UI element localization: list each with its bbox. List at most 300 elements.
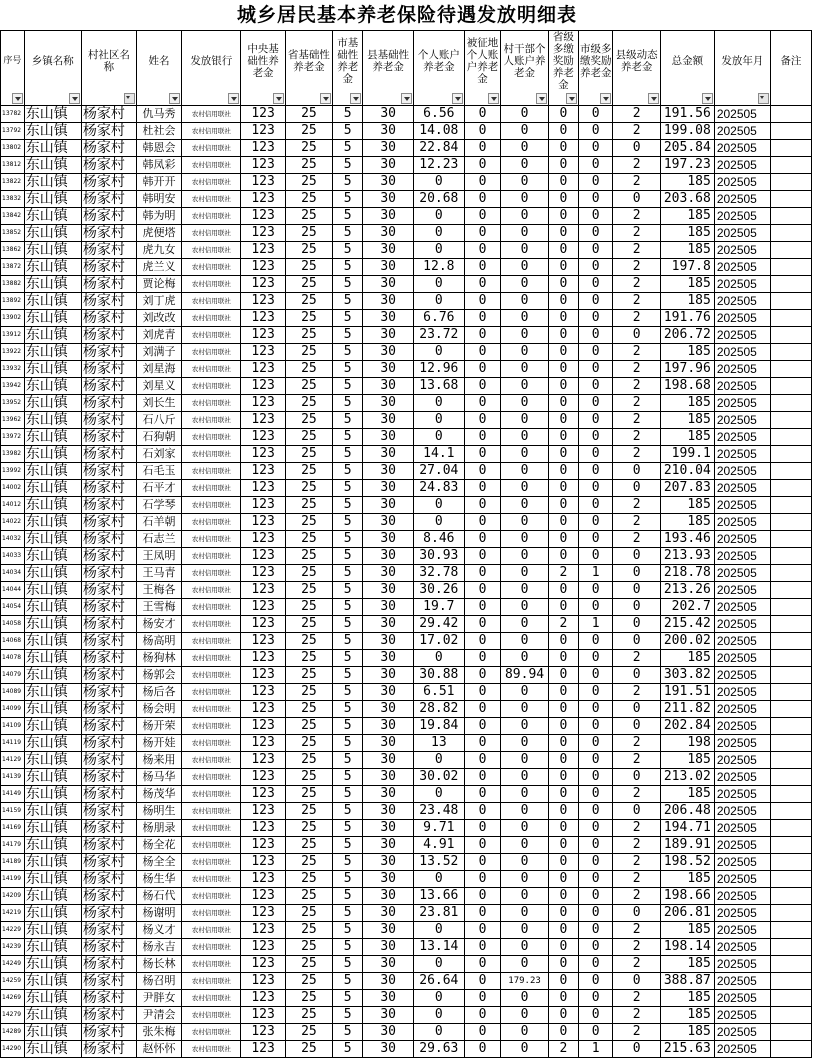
county-dynamic-cell[interactable]: 0 (613, 667, 660, 684)
pay-month-cell[interactable]: 202505 (714, 140, 770, 157)
city-pension-cell[interactable]: 5 (333, 514, 363, 531)
pay-month-cell[interactable]: 202505 (714, 123, 770, 140)
row-id-cell[interactable]: 14279 (1, 1007, 25, 1024)
provincial-pension-cell[interactable]: 25 (285, 1024, 332, 1041)
filter-dropdown-icon[interactable] (488, 93, 499, 104)
note-cell[interactable] (770, 769, 811, 786)
town-cell[interactable]: 东山镇 (24, 820, 81, 837)
total-amount-cell[interactable]: 206.81 (660, 905, 714, 922)
land-acquisition-cell[interactable]: 0 (464, 616, 501, 633)
name-cell[interactable]: 刘长生 (136, 395, 181, 412)
name-cell[interactable]: 杨永吉 (136, 939, 181, 956)
bank-cell[interactable]: 农村信用联社 (182, 463, 241, 480)
land-acquisition-cell[interactable]: 0 (464, 650, 501, 667)
village-cell[interactable]: 杨家村 (81, 667, 136, 684)
land-acquisition-cell[interactable]: 0 (464, 667, 501, 684)
pay-month-cell[interactable]: 202505 (714, 276, 770, 293)
personal-account-cell[interactable]: 6.56 (413, 106, 464, 123)
town-cell[interactable]: 东山镇 (24, 871, 81, 888)
personal-account-cell[interactable]: 30.88 (413, 667, 464, 684)
row-id-cell[interactable]: 14229 (1, 922, 25, 939)
village-cadre-cell[interactable]: 0 (501, 191, 548, 208)
personal-account-cell[interactable]: 9.71 (413, 820, 464, 837)
village-cadre-cell[interactable]: 0 (501, 820, 548, 837)
city-pension-cell[interactable]: 5 (333, 293, 363, 310)
city-pension-cell[interactable]: 5 (333, 1007, 363, 1024)
row-id-cell[interactable]: 13922 (1, 344, 25, 361)
name-cell[interactable]: 杨郭会 (136, 667, 181, 684)
pay-month-cell[interactable]: 202505 (714, 191, 770, 208)
total-amount-cell[interactable]: 185 (660, 1007, 714, 1024)
total-amount-cell[interactable]: 185 (660, 752, 714, 769)
village-cadre-cell[interactable]: 0 (501, 378, 548, 395)
central-pension-cell[interactable]: 123 (241, 191, 285, 208)
row-id-cell[interactable]: 14179 (1, 837, 25, 854)
row-id-cell[interactable]: 14199 (1, 871, 25, 888)
bank-cell[interactable]: 农村信用联社 (182, 531, 241, 548)
note-cell[interactable] (770, 429, 811, 446)
personal-account-cell[interactable]: 30.93 (413, 548, 464, 565)
note-cell[interactable] (770, 599, 811, 616)
bank-cell[interactable]: 农村信用联社 (182, 786, 241, 803)
bank-cell[interactable]: 农村信用联社 (182, 650, 241, 667)
county-dynamic-cell[interactable]: 2 (613, 174, 660, 191)
land-acquisition-cell[interactable]: 0 (464, 293, 501, 310)
provincial-pension-cell[interactable]: 25 (285, 684, 332, 701)
pay-month-cell[interactable]: 202505 (714, 871, 770, 888)
village-cell[interactable]: 杨家村 (81, 939, 136, 956)
bank-cell[interactable]: 农村信用联社 (182, 514, 241, 531)
pay-month-cell[interactable]: 202505 (714, 990, 770, 1007)
county-dynamic-cell[interactable]: 2 (613, 412, 660, 429)
name-cell[interactable]: 杨来用 (136, 752, 181, 769)
provincial-bonus-cell[interactable]: 0 (548, 344, 578, 361)
central-pension-cell[interactable]: 123 (241, 599, 285, 616)
provincial-pension-cell[interactable]: 25 (285, 1041, 332, 1058)
county-pension-cell[interactable]: 30 (363, 463, 414, 480)
row-id-cell[interactable]: 14209 (1, 888, 25, 905)
city-pension-cell[interactable]: 5 (333, 157, 363, 174)
land-acquisition-cell[interactable]: 0 (464, 718, 501, 735)
provincial-pension-cell[interactable]: 25 (285, 463, 332, 480)
provincial-bonus-cell[interactable]: 0 (548, 174, 578, 191)
bank-cell[interactable]: 农村信用联社 (182, 191, 241, 208)
city-bonus-cell[interactable]: 0 (578, 820, 613, 837)
name-cell[interactable]: 刘星海 (136, 361, 181, 378)
town-cell[interactable]: 东山镇 (24, 990, 81, 1007)
county-pension-cell[interactable]: 30 (363, 905, 414, 922)
town-cell[interactable]: 东山镇 (24, 752, 81, 769)
village-cell[interactable]: 杨家村 (81, 208, 136, 225)
county-pension-cell[interactable]: 30 (363, 718, 414, 735)
provincial-pension-cell[interactable]: 25 (285, 973, 332, 990)
provincial-pension-cell[interactable]: 25 (285, 718, 332, 735)
total-amount-cell[interactable]: 191.76 (660, 310, 714, 327)
county-dynamic-cell[interactable]: 0 (613, 803, 660, 820)
note-cell[interactable] (770, 259, 811, 276)
town-cell[interactable]: 东山镇 (24, 174, 81, 191)
city-bonus-cell[interactable]: 0 (578, 650, 613, 667)
pay-month-cell[interactable]: 202505 (714, 327, 770, 344)
personal-account-cell[interactable]: 0 (413, 922, 464, 939)
city-bonus-cell[interactable]: 0 (578, 905, 613, 922)
total-amount-cell[interactable]: 185 (660, 429, 714, 446)
land-acquisition-cell[interactable]: 0 (464, 701, 501, 718)
name-cell[interactable]: 杨马华 (136, 769, 181, 786)
central-pension-cell[interactable]: 123 (241, 378, 285, 395)
personal-account-cell[interactable]: 0 (413, 293, 464, 310)
county-dynamic-cell[interactable]: 2 (613, 854, 660, 871)
village-cadre-cell[interactable]: 0 (501, 752, 548, 769)
provincial-bonus-cell[interactable]: 0 (548, 514, 578, 531)
provincial-bonus-cell[interactable]: 0 (548, 973, 578, 990)
village-cell[interactable]: 杨家村 (81, 344, 136, 361)
central-pension-cell[interactable]: 123 (241, 344, 285, 361)
personal-account-cell[interactable]: 0 (413, 429, 464, 446)
provincial-bonus-cell[interactable]: 0 (548, 905, 578, 922)
town-cell[interactable]: 东山镇 (24, 667, 81, 684)
filter-active-icon[interactable] (124, 93, 135, 104)
village-cadre-cell[interactable]: 0 (501, 633, 548, 650)
provincial-pension-cell[interactable]: 25 (285, 310, 332, 327)
bank-cell[interactable]: 农村信用联社 (182, 752, 241, 769)
note-cell[interactable] (770, 1007, 811, 1024)
village-cell[interactable]: 杨家村 (81, 582, 136, 599)
county-pension-cell[interactable]: 30 (363, 990, 414, 1007)
provincial-bonus-cell[interactable]: 0 (548, 871, 578, 888)
county-pension-cell[interactable]: 30 (363, 871, 414, 888)
village-cadre-cell[interactable]: 179.23 (501, 973, 548, 990)
village-cadre-cell[interactable]: 0 (501, 208, 548, 225)
city-bonus-cell[interactable]: 0 (578, 123, 613, 140)
note-cell[interactable] (770, 412, 811, 429)
note-cell[interactable] (770, 395, 811, 412)
note-cell[interactable] (770, 327, 811, 344)
city-bonus-cell[interactable]: 0 (578, 548, 613, 565)
village-cell[interactable]: 杨家村 (81, 718, 136, 735)
central-pension-cell[interactable]: 123 (241, 412, 285, 429)
personal-account-cell[interactable]: 22.84 (413, 140, 464, 157)
town-cell[interactable]: 东山镇 (24, 565, 81, 582)
land-acquisition-cell[interactable]: 0 (464, 174, 501, 191)
pay-month-cell[interactable]: 202505 (714, 565, 770, 582)
row-id-cell[interactable]: 13872 (1, 259, 25, 276)
city-bonus-cell[interactable]: 0 (578, 293, 613, 310)
city-bonus-cell[interactable]: 0 (578, 990, 613, 1007)
land-acquisition-cell[interactable]: 0 (464, 990, 501, 1007)
bank-cell[interactable]: 农村信用联社 (182, 1007, 241, 1024)
note-cell[interactable] (770, 497, 811, 514)
county-pension-cell[interactable]: 30 (363, 123, 414, 140)
central-pension-cell[interactable]: 123 (241, 616, 285, 633)
bank-cell[interactable]: 农村信用联社 (182, 973, 241, 990)
county-pension-cell[interactable]: 30 (363, 531, 414, 548)
town-cell[interactable]: 东山镇 (24, 1041, 81, 1058)
name-cell[interactable]: 王梅各 (136, 582, 181, 599)
provincial-pension-cell[interactable]: 25 (285, 497, 332, 514)
provincial-bonus-cell[interactable]: 0 (548, 429, 578, 446)
village-cell[interactable]: 杨家村 (81, 514, 136, 531)
provincial-pension-cell[interactable]: 25 (285, 157, 332, 174)
provincial-pension-cell[interactable]: 25 (285, 905, 332, 922)
provincial-bonus-cell[interactable]: 0 (548, 106, 578, 123)
personal-account-cell[interactable]: 0 (413, 956, 464, 973)
pay-month-cell[interactable]: 202505 (714, 1007, 770, 1024)
row-id-cell[interactable]: 14068 (1, 633, 25, 650)
town-cell[interactable]: 东山镇 (24, 412, 81, 429)
city-pension-cell[interactable]: 5 (333, 531, 363, 548)
county-pension-cell[interactable]: 30 (363, 293, 414, 310)
total-amount-cell[interactable]: 213.93 (660, 548, 714, 565)
land-acquisition-cell[interactable]: 0 (464, 599, 501, 616)
personal-account-cell[interactable]: 30.26 (413, 582, 464, 599)
total-amount-cell[interactable]: 185 (660, 871, 714, 888)
provincial-bonus-cell[interactable]: 0 (548, 752, 578, 769)
name-cell[interactable]: 刘满子 (136, 344, 181, 361)
note-cell[interactable] (770, 650, 811, 667)
village-cadre-cell[interactable]: 0 (501, 446, 548, 463)
provincial-pension-cell[interactable]: 25 (285, 786, 332, 803)
land-acquisition-cell[interactable]: 0 (464, 854, 501, 871)
note-cell[interactable] (770, 922, 811, 939)
provincial-bonus-cell[interactable]: 0 (548, 531, 578, 548)
total-amount-cell[interactable]: 198 (660, 735, 714, 752)
total-amount-cell[interactable]: 211.82 (660, 701, 714, 718)
city-pension-cell[interactable]: 5 (333, 140, 363, 157)
pay-month-cell[interactable]: 202505 (714, 106, 770, 123)
note-cell[interactable] (770, 157, 811, 174)
row-id-cell[interactable]: 14189 (1, 854, 25, 871)
pay-month-cell[interactable]: 202505 (714, 939, 770, 956)
name-cell[interactable]: 杨会明 (136, 701, 181, 718)
city-pension-cell[interactable]: 5 (333, 718, 363, 735)
pay-month-cell[interactable]: 202505 (714, 803, 770, 820)
county-pension-cell[interactable]: 30 (363, 1007, 414, 1024)
city-bonus-cell[interactable]: 0 (578, 242, 613, 259)
town-cell[interactable]: 东山镇 (24, 786, 81, 803)
town-cell[interactable]: 东山镇 (24, 973, 81, 990)
total-amount-cell[interactable]: 197.96 (660, 361, 714, 378)
village-cadre-cell[interactable]: 0 (501, 888, 548, 905)
total-amount-cell[interactable]: 185 (660, 395, 714, 412)
village-cadre-cell[interactable]: 0 (501, 769, 548, 786)
personal-account-cell[interactable]: 24.83 (413, 480, 464, 497)
bank-cell[interactable]: 农村信用联社 (182, 684, 241, 701)
land-acquisition-cell[interactable]: 0 (464, 888, 501, 905)
city-bonus-cell[interactable]: 0 (578, 480, 613, 497)
name-cell[interactable]: 刘星义 (136, 378, 181, 395)
village-cadre-cell[interactable]: 0 (501, 684, 548, 701)
provincial-bonus-cell[interactable]: 0 (548, 242, 578, 259)
county-dynamic-cell[interactable]: 0 (613, 905, 660, 922)
land-acquisition-cell[interactable]: 0 (464, 769, 501, 786)
village-cadre-cell[interactable]: 0 (501, 650, 548, 667)
row-id-cell[interactable]: 14239 (1, 939, 25, 956)
pay-month-cell[interactable]: 202505 (714, 854, 770, 871)
county-pension-cell[interactable]: 30 (363, 888, 414, 905)
town-cell[interactable]: 东山镇 (24, 310, 81, 327)
city-bonus-cell[interactable]: 0 (578, 412, 613, 429)
land-acquisition-cell[interactable]: 0 (464, 412, 501, 429)
provincial-bonus-cell[interactable]: 0 (548, 769, 578, 786)
central-pension-cell[interactable]: 123 (241, 548, 285, 565)
total-amount-cell[interactable]: 189.91 (660, 837, 714, 854)
land-acquisition-cell[interactable]: 0 (464, 344, 501, 361)
central-pension-cell[interactable]: 123 (241, 531, 285, 548)
village-cadre-cell[interactable]: 0 (501, 259, 548, 276)
row-id-cell[interactable]: 14044 (1, 582, 25, 599)
city-pension-cell[interactable]: 5 (333, 854, 363, 871)
provincial-pension-cell[interactable]: 25 (285, 616, 332, 633)
row-id-cell[interactable]: 14089 (1, 684, 25, 701)
name-cell[interactable]: 韩开开 (136, 174, 181, 191)
village-cadre-cell[interactable]: 0 (501, 293, 548, 310)
personal-account-cell[interactable]: 0 (413, 1024, 464, 1041)
county-dynamic-cell[interactable]: 2 (613, 922, 660, 939)
central-pension-cell[interactable]: 123 (241, 565, 285, 582)
provincial-bonus-cell[interactable]: 0 (548, 837, 578, 854)
county-dynamic-cell[interactable]: 0 (613, 140, 660, 157)
personal-account-cell[interactable]: 0 (413, 514, 464, 531)
note-cell[interactable] (770, 667, 811, 684)
county-pension-cell[interactable]: 30 (363, 344, 414, 361)
bank-cell[interactable]: 农村信用联社 (182, 276, 241, 293)
county-pension-cell[interactable]: 30 (363, 854, 414, 871)
city-pension-cell[interactable]: 5 (333, 616, 363, 633)
village-cell[interactable]: 杨家村 (81, 888, 136, 905)
city-pension-cell[interactable]: 5 (333, 582, 363, 599)
village-cadre-cell[interactable]: 0 (501, 616, 548, 633)
total-amount-cell[interactable]: 185 (660, 990, 714, 1007)
town-cell[interactable]: 东山镇 (24, 803, 81, 820)
personal-account-cell[interactable]: 12.23 (413, 157, 464, 174)
row-id-cell[interactable]: 13902 (1, 310, 25, 327)
bank-cell[interactable]: 农村信用联社 (182, 599, 241, 616)
filter-dropdown-icon[interactable] (536, 93, 547, 104)
county-pension-cell[interactable]: 30 (363, 259, 414, 276)
total-amount-cell[interactable]: 213.26 (660, 582, 714, 599)
pay-month-cell[interactable]: 202505 (714, 208, 770, 225)
note-cell[interactable] (770, 548, 811, 565)
personal-account-cell[interactable]: 13.68 (413, 378, 464, 395)
city-bonus-cell[interactable]: 0 (578, 1024, 613, 1041)
village-cadre-cell[interactable]: 0 (501, 276, 548, 293)
provincial-bonus-cell[interactable]: 0 (548, 361, 578, 378)
note-cell[interactable] (770, 990, 811, 1007)
provincial-bonus-cell[interactable]: 0 (548, 633, 578, 650)
row-id-cell[interactable]: 14078 (1, 650, 25, 667)
note-cell[interactable] (770, 174, 811, 191)
personal-account-cell[interactable]: 28.82 (413, 701, 464, 718)
town-cell[interactable]: 东山镇 (24, 395, 81, 412)
personal-account-cell[interactable]: 6.51 (413, 684, 464, 701)
row-id-cell[interactable]: 14289 (1, 1024, 25, 1041)
bank-cell[interactable]: 农村信用联社 (182, 667, 241, 684)
row-id-cell[interactable]: 14290 (1, 1041, 25, 1058)
total-amount-cell[interactable]: 218.78 (660, 565, 714, 582)
village-cell[interactable]: 杨家村 (81, 106, 136, 123)
provincial-pension-cell[interactable]: 25 (285, 446, 332, 463)
name-cell[interactable]: 杨召明 (136, 973, 181, 990)
city-bonus-cell[interactable]: 0 (578, 735, 613, 752)
bank-cell[interactable]: 农村信用联社 (182, 548, 241, 565)
total-amount-cell[interactable]: 203.68 (660, 191, 714, 208)
provincial-bonus-cell[interactable]: 0 (548, 497, 578, 514)
provincial-pension-cell[interactable]: 25 (285, 174, 332, 191)
bank-cell[interactable]: 农村信用联社 (182, 378, 241, 395)
personal-account-cell[interactable]: 19.84 (413, 718, 464, 735)
note-cell[interactable] (770, 718, 811, 735)
bank-cell[interactable]: 农村信用联社 (182, 820, 241, 837)
bank-cell[interactable]: 农村信用联社 (182, 412, 241, 429)
county-pension-cell[interactable]: 30 (363, 684, 414, 701)
name-cell[interactable]: 王马青 (136, 565, 181, 582)
provincial-pension-cell[interactable]: 25 (285, 854, 332, 871)
name-cell[interactable]: 韩恩会 (136, 140, 181, 157)
village-cell[interactable]: 杨家村 (81, 752, 136, 769)
provincial-bonus-cell[interactable]: 0 (548, 548, 578, 565)
provincial-pension-cell[interactable]: 25 (285, 225, 332, 242)
provincial-pension-cell[interactable]: 25 (285, 990, 332, 1007)
central-pension-cell[interactable]: 123 (241, 718, 285, 735)
name-cell[interactable]: 杨石代 (136, 888, 181, 905)
village-cadre-cell[interactable]: 0 (501, 361, 548, 378)
village-cell[interactable]: 杨家村 (81, 361, 136, 378)
total-amount-cell[interactable]: 185 (660, 344, 714, 361)
personal-account-cell[interactable]: 17.02 (413, 633, 464, 650)
land-acquisition-cell[interactable]: 0 (464, 633, 501, 650)
pay-month-cell[interactable]: 202505 (714, 310, 770, 327)
provincial-pension-cell[interactable]: 25 (285, 429, 332, 446)
pay-month-cell[interactable]: 202505 (714, 752, 770, 769)
village-cell[interactable]: 杨家村 (81, 463, 136, 480)
village-cadre-cell[interactable]: 0 (501, 854, 548, 871)
bank-cell[interactable]: 农村信用联社 (182, 497, 241, 514)
village-cell[interactable]: 杨家村 (81, 276, 136, 293)
county-dynamic-cell[interactable]: 2 (613, 378, 660, 395)
pay-month-cell[interactable]: 202505 (714, 786, 770, 803)
central-pension-cell[interactable]: 123 (241, 140, 285, 157)
county-pension-cell[interactable]: 30 (363, 786, 414, 803)
central-pension-cell[interactable]: 123 (241, 854, 285, 871)
county-dynamic-cell[interactable]: 2 (613, 429, 660, 446)
provincial-pension-cell[interactable]: 25 (285, 735, 332, 752)
provincial-pension-cell[interactable]: 25 (285, 956, 332, 973)
central-pension-cell[interactable]: 123 (241, 327, 285, 344)
provincial-pension-cell[interactable]: 25 (285, 871, 332, 888)
city-bonus-cell[interactable]: 0 (578, 276, 613, 293)
row-id-cell[interactable]: 13992 (1, 463, 25, 480)
personal-account-cell[interactable]: 0 (413, 395, 464, 412)
land-acquisition-cell[interactable]: 0 (464, 1007, 501, 1024)
central-pension-cell[interactable]: 123 (241, 752, 285, 769)
personal-account-cell[interactable]: 23.81 (413, 905, 464, 922)
city-bonus-cell[interactable]: 0 (578, 922, 613, 939)
county-pension-cell[interactable]: 30 (363, 616, 414, 633)
land-acquisition-cell[interactable]: 0 (464, 429, 501, 446)
county-pension-cell[interactable]: 30 (363, 514, 414, 531)
personal-account-cell[interactable]: 0 (413, 497, 464, 514)
filter-dropdown-icon[interactable] (320, 93, 331, 104)
total-amount-cell[interactable]: 213.02 (660, 769, 714, 786)
land-acquisition-cell[interactable]: 0 (464, 514, 501, 531)
provincial-bonus-cell[interactable]: 0 (548, 888, 578, 905)
filter-dropdown-icon[interactable] (69, 93, 80, 104)
city-bonus-cell[interactable]: 0 (578, 837, 613, 854)
note-cell[interactable] (770, 956, 811, 973)
town-cell[interactable]: 东山镇 (24, 1024, 81, 1041)
county-dynamic-cell[interactable]: 2 (613, 293, 660, 310)
